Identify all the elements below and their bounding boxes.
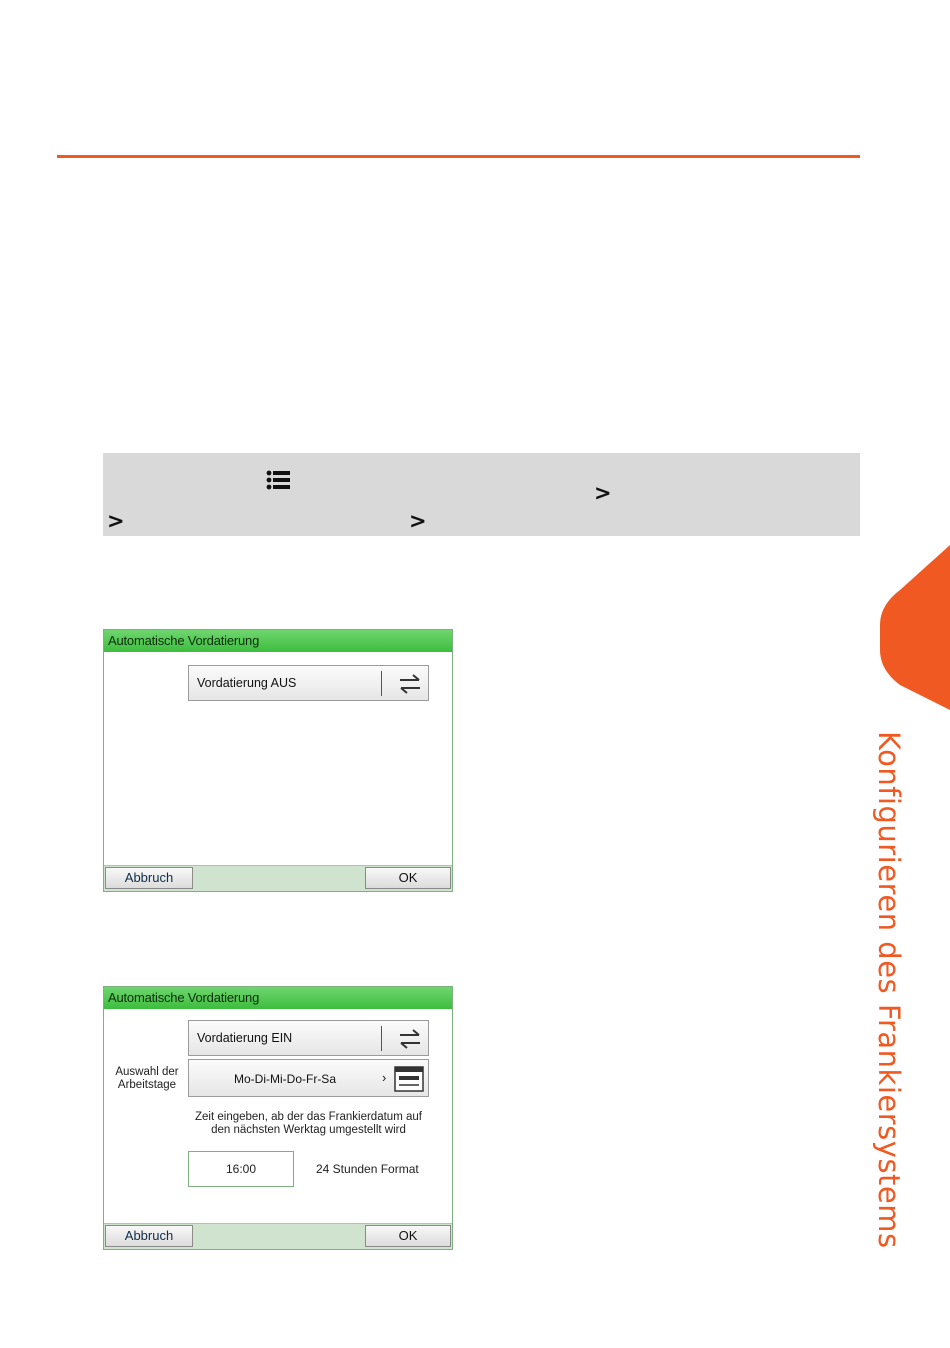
- menu-list-icon: [266, 469, 290, 491]
- screen-title: Automatische Vordatierung: [104, 630, 452, 652]
- button-bar: [104, 1223, 452, 1249]
- screen-vordatierung-on: [103, 986, 453, 1250]
- time-format-label: 24 Stunden Format: [316, 1162, 419, 1176]
- cutoff-info-text: Zeit eingeben, ab der das Frankierdatum auf den nächsten Werktag umgestellt wird: [195, 1111, 422, 1136]
- divider: [381, 1026, 382, 1051]
- chapter-side-title: Konfigurieren des Frankiersystems: [872, 731, 906, 1249]
- vordatierung-toggle[interactable]: [188, 665, 429, 701]
- swap-arrows-icon: [396, 1028, 424, 1050]
- path-separator: >: [107, 509, 125, 533]
- path-separator: >: [594, 481, 612, 505]
- workdays-label: Auswahl der Arbeitstage: [115, 1066, 179, 1091]
- toggle-label: Vordatierung EIN: [197, 1031, 293, 1045]
- calendar-icon: [394, 1066, 424, 1092]
- screen-vordatierung-off: [103, 629, 453, 892]
- path-separator: >: [409, 509, 427, 533]
- cutoff-time-input[interactable]: 16:00: [188, 1151, 294, 1187]
- cancel-button[interactable]: Abbruch: [105, 1225, 193, 1247]
- toggle-label: Vordatierung AUS: [197, 676, 297, 690]
- chevron-right-icon: ›: [382, 1070, 387, 1085]
- navigation-path-box: [103, 453, 860, 536]
- workdays-value: Mo-Di-Mi-Do-Fr-Sa: [234, 1072, 336, 1086]
- cancel-button[interactable]: Abbruch: [105, 867, 193, 889]
- workdays-selector[interactable]: [188, 1059, 429, 1097]
- swap-arrows-icon: [396, 673, 424, 695]
- header-rule: [57, 155, 860, 158]
- vordatierung-toggle[interactable]: [188, 1020, 429, 1056]
- chapter-tab-marker: [880, 545, 950, 710]
- ok-button[interactable]: OK: [365, 867, 451, 889]
- ok-button[interactable]: OK: [365, 1225, 451, 1247]
- button-bar: [104, 865, 452, 891]
- divider: [381, 671, 382, 696]
- screen-title: Automatische Vordatierung: [104, 987, 452, 1009]
